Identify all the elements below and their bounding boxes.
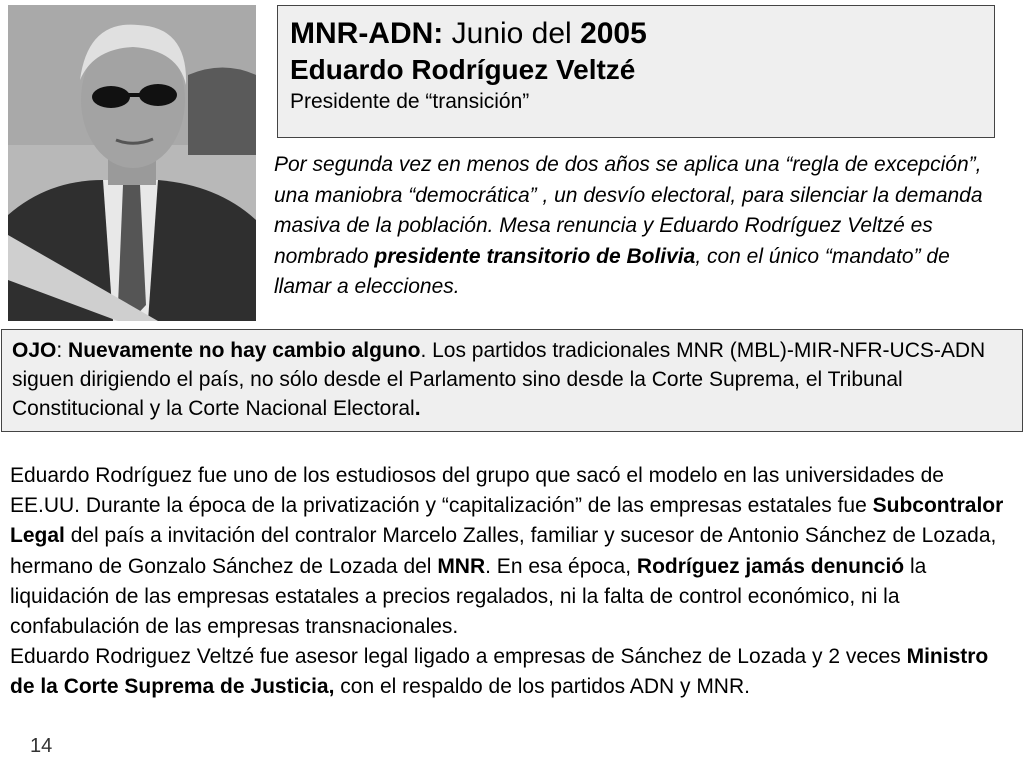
p1-bold-3: Rodríguez jamás denunció <box>636 554 905 578</box>
p1-bold-2: MNR <box>437 554 486 578</box>
p1-text-2: del país a invitación del contralor Marcelo Zalles, familiar y sucesor de Antonio Sánchez de Lozada, hermano de Gonzalo Sánchez de Lozada del <box>10 524 997 578</box>
ojo-separator: : <box>56 339 69 362</box>
intro-text: Por segunda vez en menos de dos años se aplica una “regla de excepción”, una maniobra “democrática” , un desvío electoral, para silenciar la demanda masiva de la población. Mesa renuncia y Eduardo Rodríguez Veltzé es nombrado <box>274 153 983 268</box>
intro-paragraph <box>274 150 1010 303</box>
ojo-text: . Los partidos tradicionales MNR (MBL)-MIR-NFR-UCS-ADN siguen dirigiendo el país, no sólo desde el Parlamento sino desde la Corte Suprema, el Tribunal Constitucional y la Corte Nacional Electoral <box>12 339 986 420</box>
p1-text-1: Eduardo Rodríguez fue uno de los estudiosos del grupo que sacó el modelo en las universidades de EE.UU. Durante la época de la privatización y “capitalización” de las empresas estatales fue <box>10 464 944 518</box>
p1-text-3: . En esa época, <box>485 554 637 578</box>
title-box <box>277 5 995 138</box>
p2-text-1: Eduardo Rodriguez Veltzé fue asesor legal ligado a empresas de Sánchez de Lozada y 2 veces <box>10 645 907 669</box>
ojo-headline: Nuevamente no hay cambio alguno <box>68 339 421 362</box>
p1-text-4: la liquidación de las empresas estatales a precios regalados, ni la falta de control económico, ni la confabulación de las empresas transnacionales. <box>10 554 927 639</box>
slide-title <box>290 16 982 52</box>
title-date: Junio del <box>443 17 581 50</box>
ojo-end: . <box>414 397 421 420</box>
body-paragraph-1 <box>10 461 1016 642</box>
intro-text-end: , con el único “mandato” de llamar a elecciones. <box>274 244 950 298</box>
portrait-image <box>8 5 256 321</box>
title-year: 2005 <box>580 17 647 50</box>
body-text <box>10 461 1016 703</box>
body-paragraph-2 <box>10 642 1016 702</box>
subtitle: Presidente de “transición” <box>290 90 530 113</box>
ojo-callout-box <box>1 329 1023 432</box>
p2-bold-1: Ministro de la Corte Suprema de Justicia, <box>10 645 989 699</box>
slide-number: 14 <box>30 735 53 757</box>
portrait-photo <box>8 5 256 321</box>
title-party: MNR-ADN: <box>290 17 444 50</box>
p2-text-2: con el respaldo de los partidos ADN y MNR. <box>334 675 750 699</box>
p1-bold-1: Subcontralor Legal <box>10 494 1004 548</box>
intro-bold: presidente transitorio de Bolivia <box>374 244 696 268</box>
ojo-label: OJO <box>12 339 57 362</box>
president-name: Eduardo Rodríguez Veltzé <box>290 54 636 85</box>
